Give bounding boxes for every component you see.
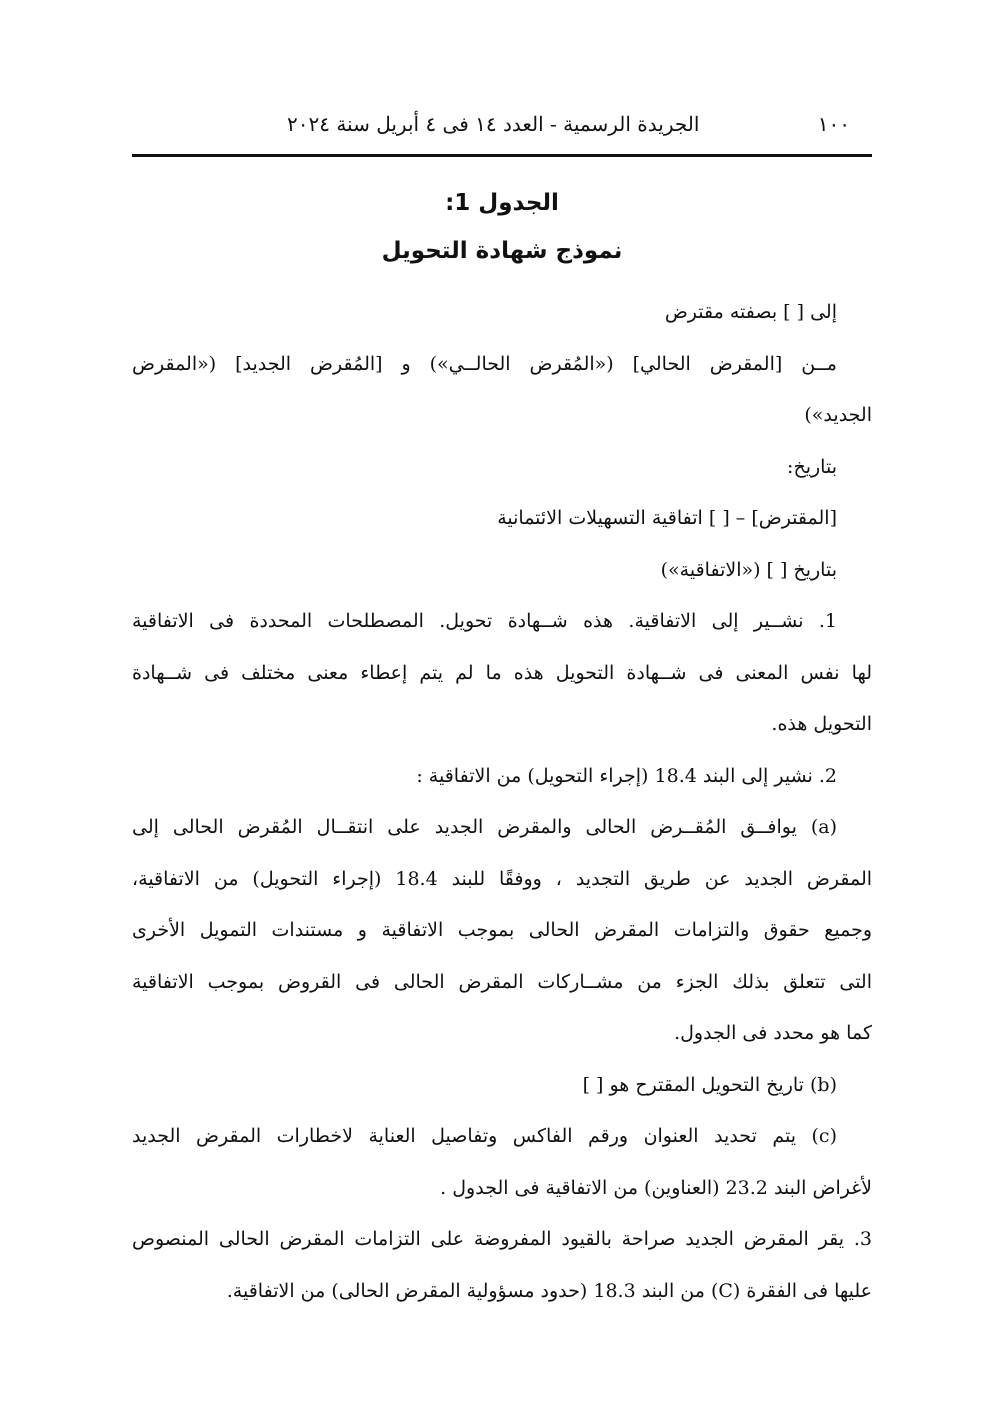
text-line: (b) تاريخ التحويل المقترح هو [ ] (582, 1073, 837, 1096)
document-body (132, 287, 872, 1317)
page-header (132, 112, 872, 148)
schedule-title: الجدول 1: (445, 190, 559, 216)
text-line: كما هو محدد فى الجدول. (674, 1022, 872, 1044)
text-line: لها نفس المعنى فى شــهادة التحويل هذه ما لم يتم إعطاء معنى مختلف فى شــهادة (132, 661, 872, 684)
page-number: ١٠٠ (817, 112, 850, 136)
text-line: بتاريخ: (787, 455, 837, 478)
text-line: التى تتعلق بذلك الجزء من مشــاركات المقرض الحالى فى القروض بموجب الاتفاقية (132, 970, 872, 993)
header-rule (132, 154, 872, 157)
text-line: لأغراض البند 23.2 (العناوين) من الاتفاقية فى الجدول . (440, 1176, 872, 1199)
text-line: مــن [المقرض الحالي] («المُقرض الحالــي») و [المُقرض الجديد] («المقرض (132, 352, 837, 375)
text-line: (c) يتم تحديد العنوان ورقم الفاكس وتفاصيل العناية لاخطارات المقرض الجديد (132, 1125, 837, 1147)
text-line: 1. نشــير إلى الاتفاقية. هذه شــهادة تحويل. المصطلحات المحددة فى الاتفاقية (132, 610, 837, 632)
gazette-header-title: الجريدة الرسمية - العدد ١٤ فى ٤ أبريل سنة ٢٠٢٤ (287, 112, 700, 136)
text-line: 2. نشير إلى البند 18.4 (إجراء التحويل) من الاتفاقية : (416, 764, 837, 787)
text-line: بتاريخ [ ] («الاتفاقية») (660, 558, 837, 581)
text-line: [المقترض] – [ ] اتفاقية التسهيلات الائتمانية (497, 507, 837, 529)
text-line: إلى [ ] بصفته مقترض (664, 301, 837, 323)
text-line: (a) يوافــق المُقــرض الحالى والمقرض الجديد على انتقــال المُقرض الحالى إلى (132, 816, 837, 838)
text-line: الجديد») (804, 404, 872, 426)
form-title: نموذج شهادة التحويل (381, 238, 623, 264)
text-line: وجميع حقوق والتزامات المقرض الحالى بموجب الاتفاقية و مستندات التمويل الأخرى (132, 919, 872, 941)
text-line: التحويل هذه. (771, 713, 872, 735)
text-line: المقرض الجديد عن طريق التجديد ، ووفقًا للبند 18.4 (إجراء التحويل) من الاتفاقية، (132, 867, 873, 890)
text-line: عليها فى الفقرة (C) من البند 18.3 (حدود مسؤولية المقرض الحالى) من الاتفاقية. (226, 1279, 872, 1302)
text-line: 3. يقر المقرض الجديد صراحة بالقيود المفروضة على التزامات المقرض الحالى المنصوص (132, 1228, 872, 1250)
